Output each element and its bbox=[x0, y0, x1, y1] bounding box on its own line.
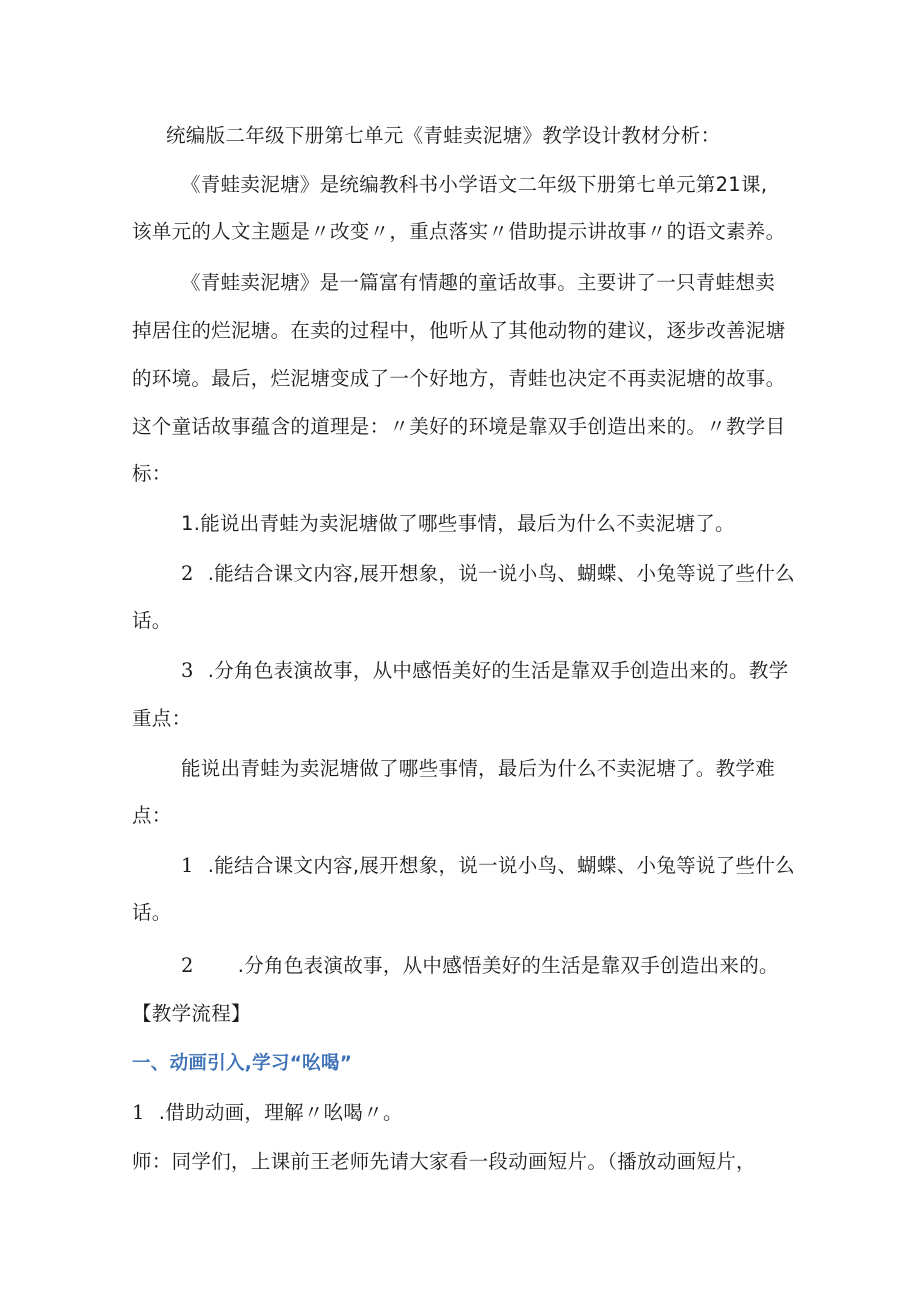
section-1-heading: 一、动画引入,学习“吆喝” bbox=[132, 1053, 353, 1074]
intro-paragraph-2-line-2: 掉居住的烂泥塘。在卖的过程中，他听从了其他动物的建议，逐步改善泥塘 bbox=[132, 319, 786, 342]
intro-paragraph-1-line-2: 该单元的人文主题是〃改变〃，重点落实〃借助提示讲故事〃的语文素养。 bbox=[132, 220, 786, 243]
step-1-text: .借助动画，理解〃吆喝〃。 bbox=[158, 1101, 403, 1124]
step-1-number: 1 bbox=[132, 1101, 145, 1124]
teaching-goal-2-line-2: 话。 bbox=[132, 609, 172, 632]
goal-3-text: .分角色表演故事，从中感悟美好的生活是靠双手创造出来的。教学 bbox=[207, 659, 789, 682]
difficulty-2-number: 2 bbox=[181, 954, 194, 977]
difficulty-1-line-2: 话。 bbox=[132, 901, 172, 924]
document-title: 统编版二年级下册第七单元《青蛙卖泥塘》教学设计教材分析： bbox=[166, 124, 721, 147]
goal-2-number: 2 bbox=[181, 562, 194, 585]
teaching-goal-1: 1.能说出青蛙为卖泥塘做了哪些事情，最后为什么不卖泥塘了。 bbox=[181, 512, 735, 535]
teaching-key-line-1: 能说出青蛙为卖泥塘做了哪些事情，最后为什么不卖泥塘了。教学难 bbox=[181, 757, 776, 780]
intro-paragraph-2-line-3: 的环境。最后，烂泥塘变成了一个好地方，青蛙也决定不再卖泥塘的故事。 bbox=[132, 367, 786, 390]
teaching-goal-2-line-1 bbox=[181, 561, 795, 587]
teaching-goal-3-line-2: 重点： bbox=[132, 707, 192, 730]
difficulty-1-line-1 bbox=[181, 853, 795, 879]
goal-2-text: .能结合课文内容,展开想象，说一说小鸟、蝴蝶、小兔等说了些什么 bbox=[207, 562, 795, 585]
teaching-goal-3-line-1 bbox=[181, 658, 788, 684]
intro-paragraph-2-line-1: 《青蛙卖泥塘》是一篇富有情趣的童话故事。主要讲了一只青蛙想卖 bbox=[181, 271, 776, 294]
teaching-key-line-2: 点： bbox=[132, 804, 172, 827]
difficulty-1-text: .能结合课文内容,展开想象，说一说小鸟、蝴蝶、小兔等说了些什么 bbox=[207, 854, 795, 877]
difficulty-2-text: .分角色表演故事，从中感悟美好的生活是靠双手创造出来的。 bbox=[237, 954, 779, 977]
process-label: 【教学流程】 bbox=[132, 1002, 251, 1025]
intro-paragraph-1-line-1: 《青蛙卖泥塘》是统编教科书小学语文二年级下册第七单元第21课, bbox=[181, 173, 768, 196]
step-1-line bbox=[132, 1100, 403, 1126]
goal-3-number: 3 bbox=[181, 659, 194, 682]
intro-paragraph-2-line-4: 这个童话故事蕴含的道理是：〃美好的环境是靠双手创造出来的。〃教学目 bbox=[132, 415, 786, 438]
intro-paragraph-2-line-5: 标： bbox=[132, 462, 172, 485]
difficulty-2-line-1 bbox=[181, 953, 779, 979]
teacher-dialogue-line: 师：同学们，上课前王老师先请大家看一段动画短片。（播放动画短片， bbox=[132, 1150, 756, 1173]
difficulty-1-number: 1 bbox=[181, 854, 194, 877]
